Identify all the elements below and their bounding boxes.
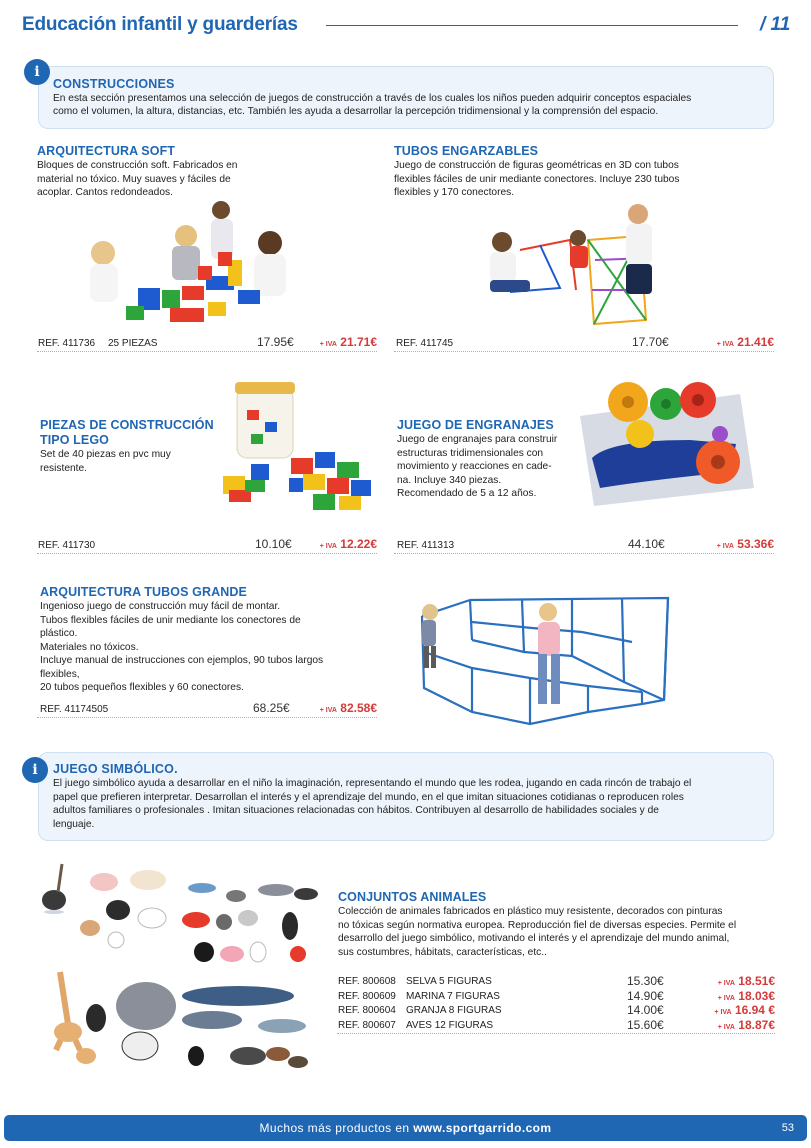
product-price: 14.00€: [627, 1003, 664, 1017]
product-price: 17.70€: [632, 335, 669, 349]
product-price: 14.90€: [627, 989, 664, 1003]
product-description: Set de 40 piezas en pvc muy resistente.: [40, 449, 171, 474]
product-ref: REF. 800604: [338, 1005, 396, 1016]
animal-figures-photo: [36, 860, 326, 1076]
product-description: Ingenioso juego de construcción muy fácil de montar. Tubos flexibles fáciles de unir mediante los conectores de plástico. Materiales no tóxicos. Incluye manual de instrucciones con ejemplos, 90 tubos largos flexibles, 20 tubos pequeños flexibles y 60 conectores.: [40, 601, 324, 693]
price-table-row: [337, 1018, 775, 1034]
product-price-iva: + IVA 53.36€: [716, 537, 774, 551]
product-title: TUBOS ENGARZABLES: [394, 144, 539, 158]
lego-bricks-photo: [215, 380, 375, 518]
header-divider: [326, 25, 738, 26]
product-price-iva: + IVA 82.58€: [319, 701, 377, 715]
product-name: AVES 12 FIGURAS: [406, 1020, 494, 1031]
product-price: 68.25€: [253, 701, 290, 715]
price-row: [37, 336, 377, 352]
product-price-iva: + IVA 16.94 €: [714, 1003, 775, 1017]
product-name: MARINA 7 FIGURAS: [406, 991, 500, 1002]
product-ref: REF. 800609: [338, 991, 396, 1002]
product-title: JUEGO DE ENGRANAJES: [397, 418, 554, 432]
footer-bar: [4, 1115, 807, 1141]
footer-website-link[interactable]: www.sportgarrido.com: [413, 1121, 552, 1135]
price-row: [37, 538, 377, 554]
product-title: ARQUITECTURA TUBOS GRANDE: [40, 585, 247, 599]
product-price-iva: + IVA 12.22€: [319, 537, 377, 551]
product-ref: REF. 411736: [38, 338, 96, 349]
footer-text: Muchos más productos en www.sportgarrido.com: [259, 1121, 552, 1135]
price-row: [394, 336, 774, 352]
product-description: Colección de animales fabricados en plástico muy resistente, decorados con pinturas no tóxicas según normativa europea. Reproducción fiel de diversas especies. Permite el desarrollo del juego simbólico, motivando el interés y el aprendizaje del mundo animal, sus costumbres, hábitats, características, etc..: [338, 906, 737, 958]
product-ref: REF. 411313: [397, 540, 455, 551]
product-price: 15.30€: [627, 974, 664, 988]
price-table-row: [337, 1003, 775, 1017]
info-title: CONSTRUCCIONES: [53, 77, 175, 91]
page-title: Educación infantil y guarderías: [22, 14, 298, 35]
info-text: El juego simbólico ayuda a desarrollar en el niño la imaginación, representando el mundo que les rodea, jugando en cada rincón de trabajo el papel que prefieren interpretar. Desarrollan el interés y el aprendizaje del mundo, en el que imitan situaciones cotidianas o reproducen roles adultos familiares o profesionales . Imitan situaciones relacionadas con hábitos. Contribuyen al desarrollo de habilidades sociales y de lenguaje.: [53, 778, 692, 830]
product-description: Bloques de construcción soft. Fabricados en material no tóxico. Muy suaves y fáciles de acoplar. Cantos redondeados.: [37, 160, 238, 198]
product-price: 44.10€: [628, 537, 665, 551]
product-name: GRANJA 8 FIGURAS: [406, 1005, 502, 1016]
large-tubes-photo: [412, 592, 672, 740]
product-pieces: 25 PIEZAS: [108, 338, 158, 349]
price-row: [37, 702, 377, 718]
page-number: 53: [781, 1122, 794, 1134]
product-ref: REF. 41174505: [40, 704, 109, 715]
product-title: ARQUITECTURA SOFT: [37, 144, 176, 158]
product-price: 10.10€: [255, 537, 292, 551]
product-ref: REF. 411745: [396, 338, 454, 349]
product-ref: REF. 800607: [338, 1020, 396, 1031]
product-description: Juego de construcción de figuras geométricas en 3D con tubos flexibles fáciles de unir mediante conectores. Incluye 230 tubos flexibles y 170 conectores.: [394, 160, 680, 198]
info-text-line: como el volumen, la altura, distancias, etc. También les ayuda a desarrollar la percepción tridimensional y la comprensión del espacio.: [53, 106, 659, 117]
tubes-photo: [480, 200, 660, 330]
product-price-iva: + IVA 18.51€: [717, 974, 775, 988]
price-row: [394, 538, 774, 554]
product-price-iva: + IVA 21.41€: [716, 335, 774, 349]
section-number: / 11: [760, 14, 791, 35]
product-price: 15.60€: [627, 1018, 664, 1032]
product-title: CONJUNTOS ANIMALES: [338, 890, 487, 904]
product-name: SELVA 5 FIGURAS: [406, 976, 492, 987]
info-text-line: En esta sección presentamos una selección de juegos de construcción a través de los cuales los niños pueden adquirir conceptos espaciales: [53, 93, 692, 104]
product-price-iva: + IVA 18.03€: [717, 989, 775, 1003]
gears-photo: [570, 376, 756, 508]
price-table-row: [337, 974, 775, 988]
price-table-row: [337, 989, 775, 1003]
product-ref: REF. 411730: [38, 540, 96, 551]
product-price-iva: + IVA 21.71€: [319, 335, 377, 349]
product-ref: REF. 800608: [338, 976, 396, 987]
info-icon: i: [22, 757, 48, 783]
info-icon: i: [24, 59, 50, 85]
product-description: Juego de engranajes para construir estructuras tridimensionales con movimiento y reacciones en cade- na. Incluye 340 piezas. Recomendado de 5 a 12 años.: [397, 434, 558, 499]
product-title: PIEZAS DE CONSTRUCCIÓN TIPO LEGO: [40, 418, 214, 447]
soft-blocks-photo: [78, 198, 308, 330]
info-title: JUEGO SIMBÓLICO.: [53, 762, 178, 776]
product-price: 17.95€: [257, 335, 294, 349]
product-price-iva: + IVA 18.87€: [717, 1018, 775, 1032]
